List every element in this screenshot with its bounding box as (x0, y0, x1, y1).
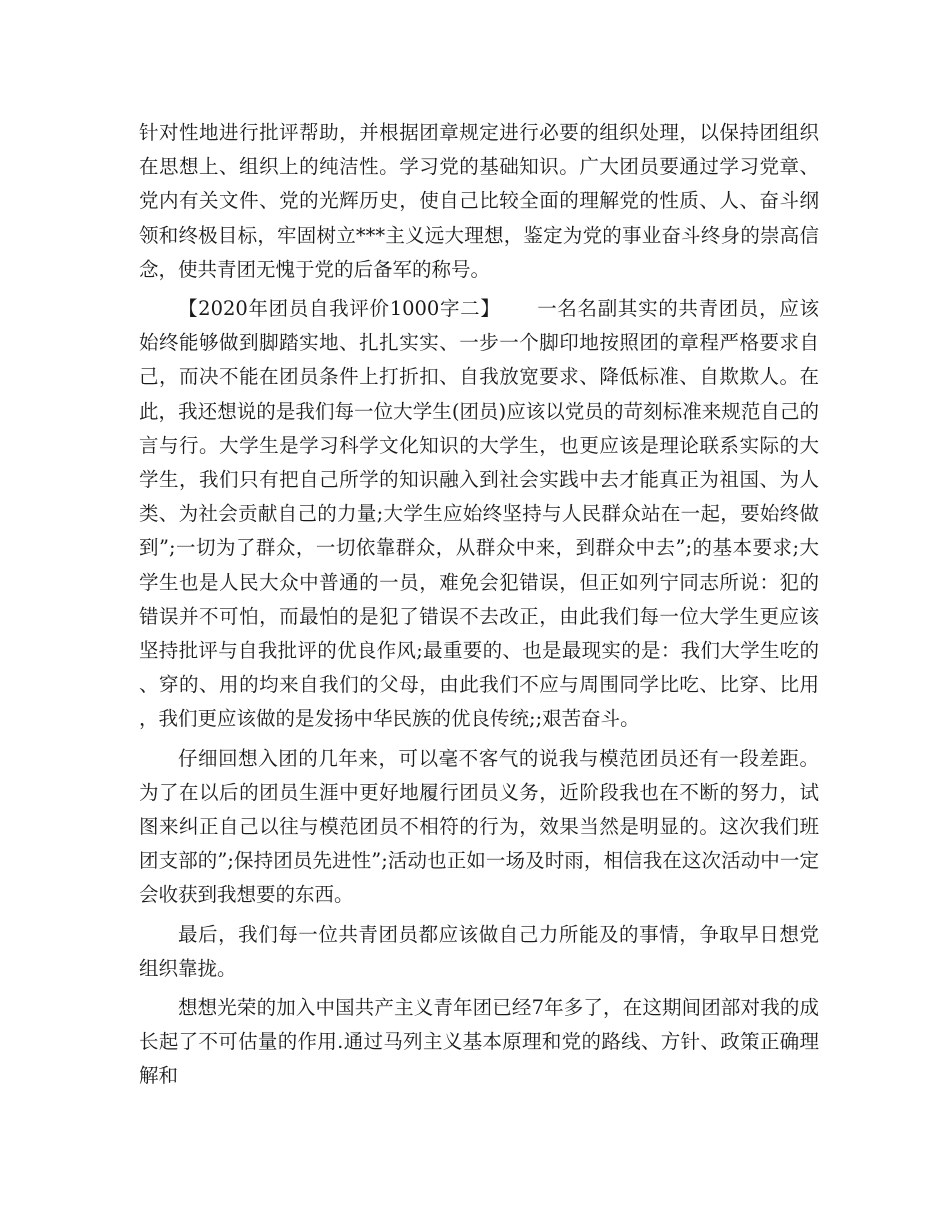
paragraph-2 (139, 292, 819, 737)
section-heading: 【2020年团员自我评价1000字二】 (178, 297, 501, 321)
paragraph-5: 想想光荣的加入中国共产主义青年团已经7年多了，在这期间团部对我的成长起了不可估量的作用.通过马列主义基本原理和党的路线、方针、政策正确理解和 (139, 996, 819, 1088)
paragraph-2-text: 一名名副其实的共青团员，应该始终能够做到脚踏实地、扎扎实实、一步一个脚印地按照团的章程严格要求自己，而决不能在团员条件上打折扣、自我放宽要求、降低标准、自欺欺人。在此，我还想说的是我们每一位大学生(团员)应该以党员的苛刻标准来规范自己的言与行。大学生是学习科学文化知识的大学生，也更应该是理论联系实际的大学生，我们只有把自己所学的知识融入到社会实践中去才能真正为祖国、为人类、为社会贡献自己的力量;大学生应始终坚持与人民群众站在一起，要始终做到”;一切为了群众，一切依靠群众，从群众中来，到群众中去”;的基本要求;大学生也是人民大众中普通的一员，难免会犯错误，但正如列宁同志所说：犯的错误并不可怕，而最怕的是犯了错误不去改正，由此我们每一位大学生更应该坚持批评与自我批评的优良作风;最重要的、也是最现实的是：我们大学生吃的、穿的、用的均来自我们的父母，由此我们不应与周围同学比吃、比穿、比用，我们更应该做的是发扬中华民族的优良传统;;艰苦奋斗。 (139, 297, 819, 731)
document-body (139, 116, 819, 1099)
paragraph-1: 针对性地进行批评帮助，并根据团章规定进行必要的组织处理，以保持团组织在思想上、组织上的纯洁性。学习党的基础知识。广大团员要通过学习党章、党内有关文件、党的光辉历史，使自己比较全面的理解党的性质、人、奋斗纲领和终极目标，牢固树立***主义远大理想，鉴定为党的事业奋斗终身的崇高信念，使共青团无愧于党的后备军的称号。 (139, 121, 819, 281)
paragraph-3: 仔细回想入团的几年来，可以毫不客气的说我与模范团员还有一段差距。为了在以后的团员生涯中更好地履行团员义务，近阶段我也在不断的努力，试图来纠正自己以往与模范团员不相符的行为，效果当然是明显的。这次我们班团支部的”;保持团员先进性”;活动也正如一场及时雨，相信我在这次活动中一定会收获到我想要的东西。 (139, 746, 819, 907)
paragraph-4: 最后，我们每一位共青团员都应该做自己力所能及的事情，争取早日想党组织靠拢。 (139, 922, 819, 980)
